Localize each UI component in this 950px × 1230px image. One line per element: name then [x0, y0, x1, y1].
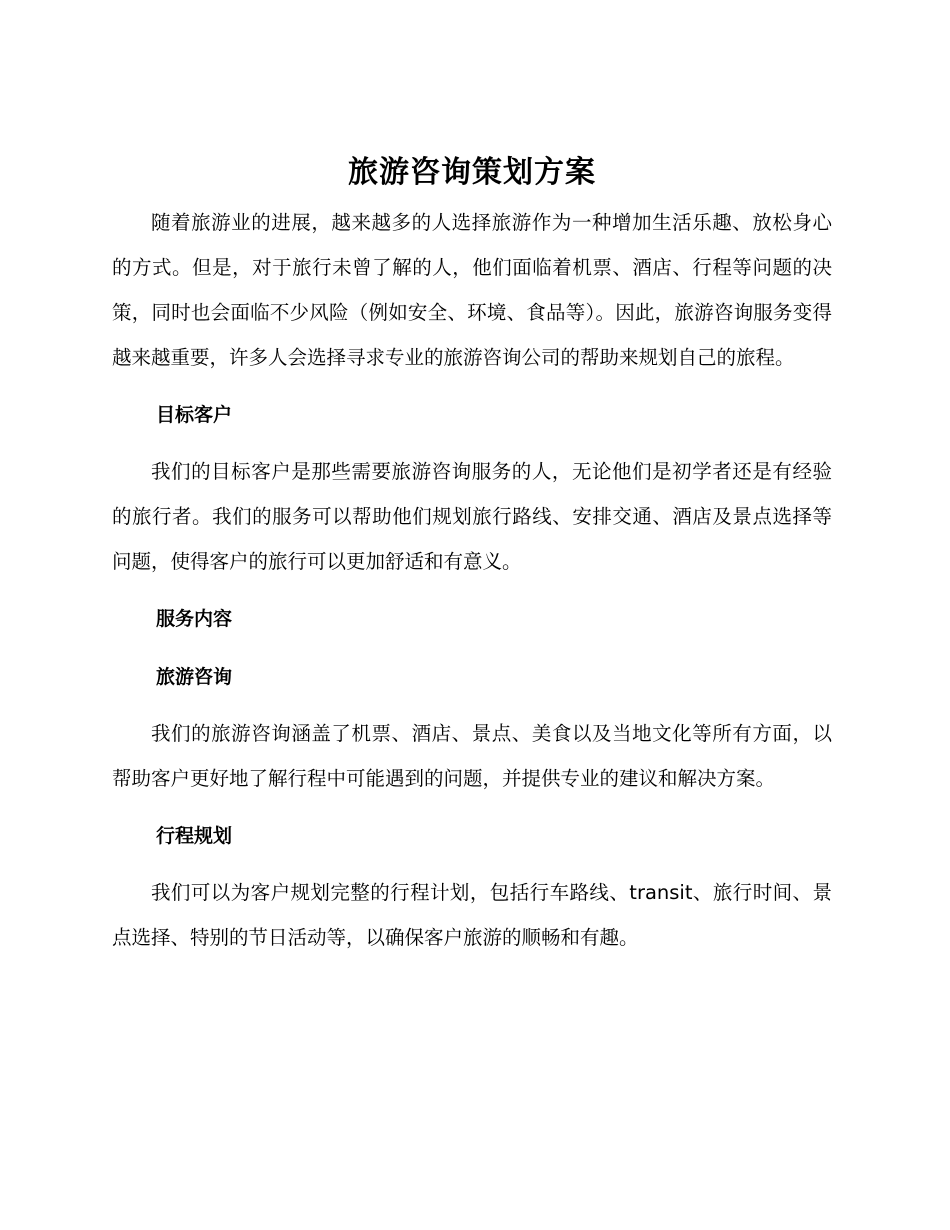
document-page	[112, 150, 832, 960]
section-heading-services: 服务内容	[156, 608, 233, 630]
section-heading-travel-consulting: 旅游咨询	[156, 666, 233, 688]
intro-paragraph: 随着旅游业的进展，越来越多的人选择旅游作为一种增加生活乐趣、放松身心的方式。但是，对于旅行未曾了解的人，他们面临着机票、酒店、行程等问题的决策，同时也会面临不少风险（例如安全、环境、食品等）。因此，旅游咨询服务变得越来越重要，许多人会选择寻求专业的旅游咨询公司的帮助来规划自己的旅程。	[112, 211, 832, 369]
section-heading-target-customers: 目标客户	[156, 404, 233, 426]
document-title: 旅游咨询策划方案	[348, 155, 596, 190]
target-customers-paragraph: 我们的目标客户是那些需要旅游咨询服务的人，无论他们是初学者还是有经验的旅行者。我们的服务可以帮助他们规划旅行路线、安排交通、酒店及景点选择等问题，使得客户的旅行可以更加舒适和有意义。	[112, 460, 832, 573]
itinerary-planning-paragraph: 我们可以为客户规划完整的行程计划，包括行车路线、transit、旅行时间、景点选择、特别的节日活动等，以确保客户旅游的顺畅和有趣。	[112, 881, 832, 949]
section-heading-itinerary-planning: 行程规划	[156, 825, 233, 847]
travel-consulting-paragraph: 我们的旅游咨询涵盖了机票、酒店、景点、美食以及当地文化等所有方面，以帮助客户更好地了解行程中可能遇到的问题，并提供专业的建议和解决方案。	[112, 722, 832, 790]
